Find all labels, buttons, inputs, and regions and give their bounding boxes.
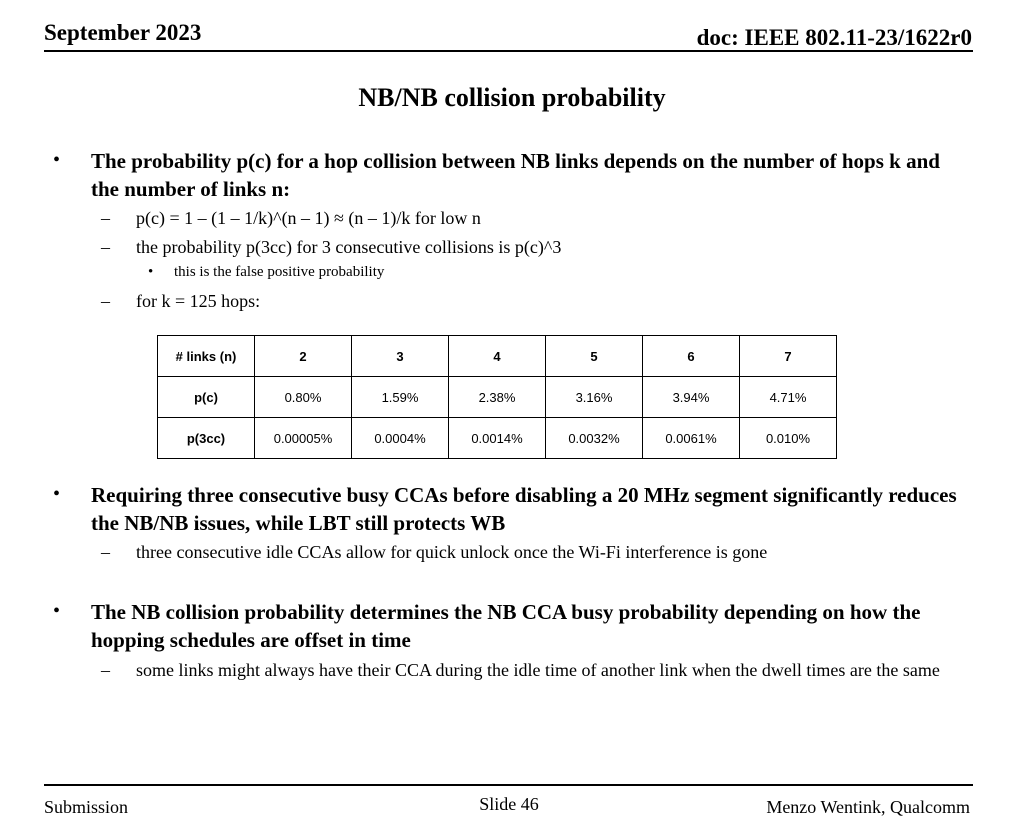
slide-title: NB/NB collision probability [358, 83, 666, 112]
table-cell: 3.16% [546, 377, 643, 418]
dash-marker: – [101, 291, 110, 311]
bullet-1-sub-2: the probability p(3cc) for 3 consecutive collisions is p(c)^3 [136, 237, 562, 257]
slide-number: Slide 46 [479, 794, 539, 814]
bullet-1-sub-1: p(c) = 1 – (1 – 1/k)^(n – 1) ≈ (n – 1)/k for low n [136, 208, 481, 228]
bullet-marker: • [148, 264, 154, 280]
dash-marker: – [101, 542, 110, 562]
dash-marker: – [101, 660, 110, 680]
table-row [158, 418, 837, 459]
bullet-marker: • [53, 600, 61, 622]
table-header-cell: 6 [643, 336, 740, 377]
table-cell: 0.010% [740, 418, 837, 459]
table-cell: 0.0014% [449, 418, 546, 459]
table-row [158, 336, 837, 377]
bullet-marker: • [53, 149, 61, 171]
bullet-3-text: The NB collision probability determines the NB CCA busy probability depending on how the hopping schedules are offset in time [91, 600, 921, 652]
footer-rule [44, 784, 973, 786]
table-cell: 4.71% [740, 377, 837, 418]
table-cell: 2.38% [449, 377, 546, 418]
table-cell: 0.80% [255, 377, 352, 418]
table-header-cell: 5 [546, 336, 643, 377]
table-header-cell: 4 [449, 336, 546, 377]
bullet-1-sub-3: for k = 125 hops: [136, 291, 261, 311]
table-row [158, 377, 837, 418]
header-date: September 2023 [44, 20, 202, 45]
collision-probability-table [157, 335, 837, 459]
footer-author: Menzo Wentink, Qualcomm [766, 797, 970, 817]
table-header-cell: 3 [352, 336, 449, 377]
table-cell: 0.00005% [255, 418, 352, 459]
bullet-2-sub-1: three consecutive idle CCAs allow for quick unlock once the Wi-Fi interference is gone [136, 542, 768, 562]
table-header-cell: 2 [255, 336, 352, 377]
header-rule [44, 50, 973, 52]
bullet-2-text: Requiring three consecutive busy CCAs before disabling a 20 MHz segment significantly reduces the NB/NB issues, while LBT still protects WB [91, 483, 957, 535]
bullet-1-text: The probability p(c) for a hop collision between NB links depends on the number of hops k and the number of links n: [91, 149, 940, 201]
dash-marker: – [101, 237, 110, 257]
table-cell: 3.94% [643, 377, 740, 418]
dash-marker: – [101, 208, 110, 228]
table-cell: 0.0032% [546, 418, 643, 459]
table-header-cell: 7 [740, 336, 837, 377]
table-cell: 0.0061% [643, 418, 740, 459]
table-row-label: p(3cc) [158, 418, 255, 459]
table-row-label: p(c) [158, 377, 255, 418]
bullet-1-sub-sub-1: this is the false positive probability [174, 264, 385, 280]
header-doc-id: doc: IEEE 802.11-23/1622r0 [696, 25, 972, 50]
table-cell: 1.59% [352, 377, 449, 418]
bullet-3-sub-1: some links might always have their CCA during the idle time of another link when the dwell times are the same [136, 660, 940, 680]
bullet-marker: • [53, 483, 61, 505]
table-header-cell: # links (n) [158, 336, 255, 377]
table-cell: 0.0004% [352, 418, 449, 459]
footer-submission: Submission [44, 797, 129, 817]
